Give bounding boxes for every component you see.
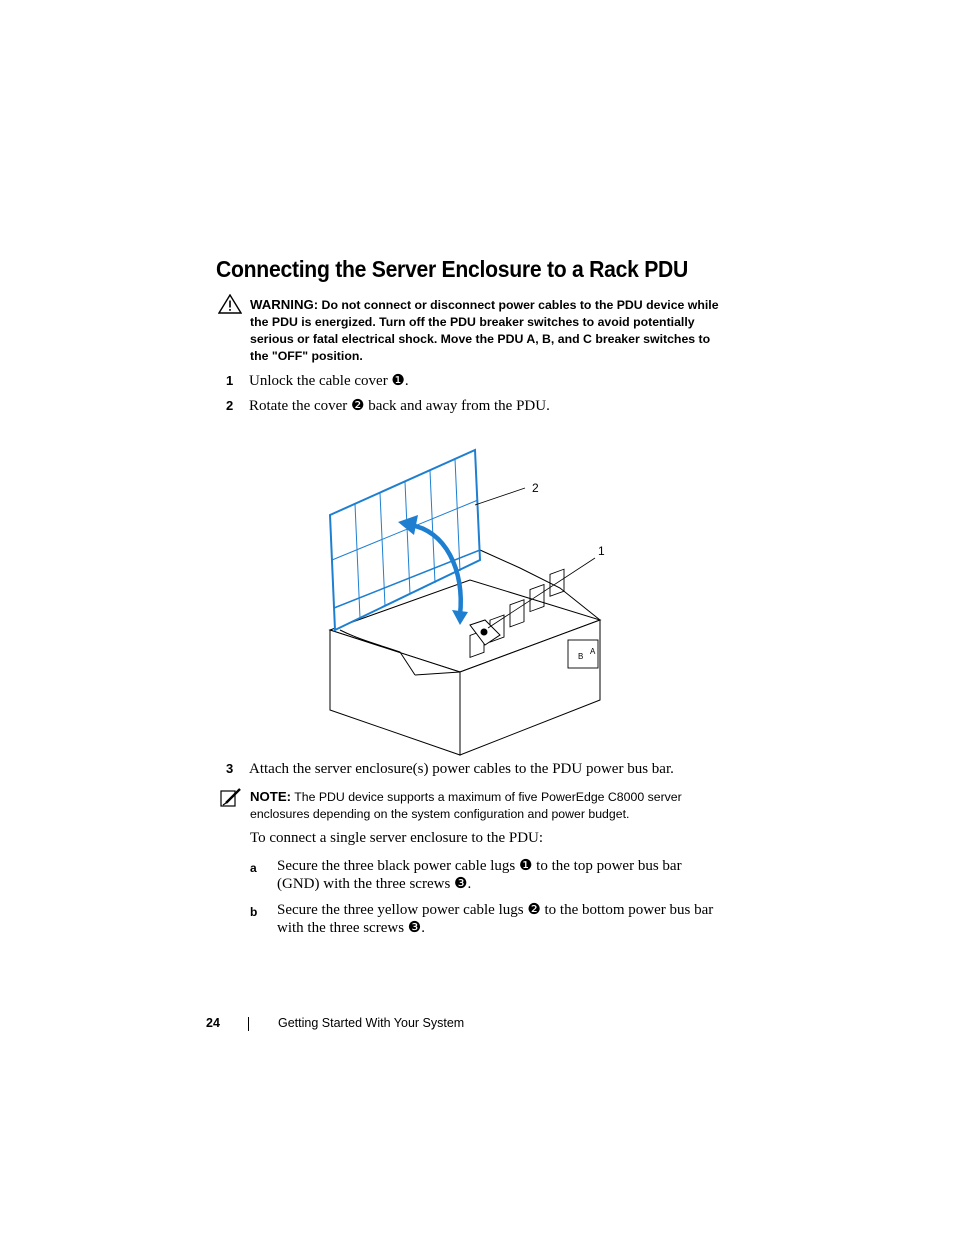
substep-text: Secure the three black power cable lugs ❶ to the top power bus bar (GND) with the three screws ❸. [277,858,682,892]
footer-divider [248,1017,249,1031]
substep-letter: b [250,905,258,919]
step-text: Unlock the cable cover ❶. [249,373,409,389]
step-2 [226,397,550,415]
substep-letter: a [250,861,257,875]
step-number: 2 [226,398,234,413]
note-pencil-icon [220,788,242,808]
step-3 [226,760,674,778]
note-block [250,788,720,823]
step-1 [226,372,409,390]
step-number: 1 [226,373,234,388]
panel-label-a: A [590,647,596,656]
substep-b [250,901,720,941]
substep-a [250,857,720,897]
pdu-cable-cover-illustration [320,440,620,758]
step-number: 3 [226,761,234,776]
warning-label: WARNING: [250,297,319,312]
footer-section-title: Getting Started With Your System [278,1016,465,1030]
step-text: Rotate the cover ❷ back and away from the PDU. [249,398,550,414]
callout-1: 1 [598,544,605,558]
warning-block [250,296,720,365]
note-text: The PDU device supports a maximum of five PowerEdge C8000 server enclosures depending on the system configuration and power budget. [250,790,682,821]
note-label: NOTE: [250,789,292,804]
page-number: 24 [206,1016,220,1030]
page-title: Connecting the Server Enclosure to a Rack PDU [216,256,689,282]
intro-paragraph: To connect a single server enclosure to the PDU: [250,830,544,846]
callout-2: 2 [532,481,539,495]
warning-icon [218,294,242,314]
warning-text: Do not connect or disconnect power cables to the PDU device while the PDU is energized. Turn off the PDU breaker switches to avoid potentially serious or fatal electrical shock. Move the PDU A, B, and C breaker switches to the "OFF" position. [250,298,719,363]
panel-label-b: B [578,652,584,661]
step-text: Attach the server enclosure(s) power cables to the PDU power bus bar. [249,761,674,777]
substep-text: Secure the three yellow power cable lugs ❷ to the bottom power bus bar with the three screws ❸. [277,902,714,936]
